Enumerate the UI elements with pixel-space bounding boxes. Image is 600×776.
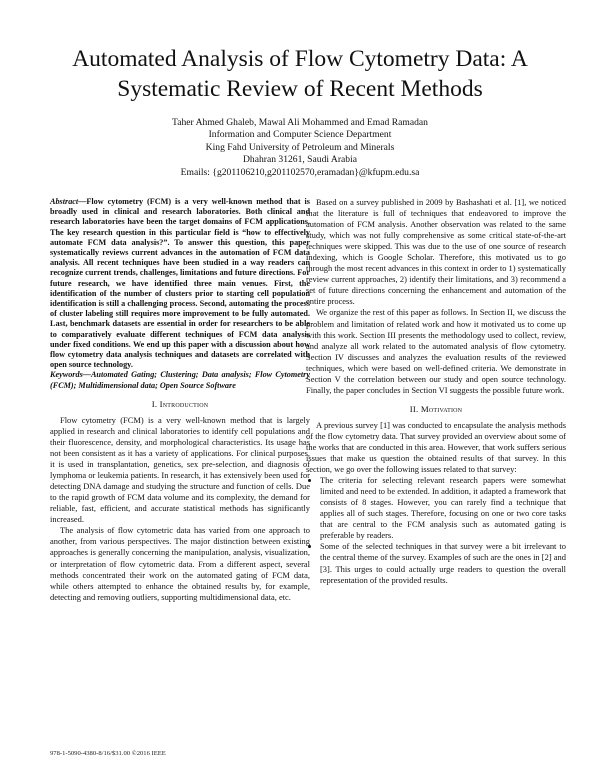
intro-paragraph-1: Flow cytometry (FCM) is a very well-known method that is largely applied in research and clinical laboratories to identify cell populations and their fluorescence, density, and morphological characteristics. Its usage has not been consistent as it has a variety of applications. For clinical purposes, it is used in transplantation, genetics, sex pre-selection, and diagnosis of lymphoma or leukemia patients. In research, it has extensively been used for detecting DNA damage and studying the structure and function of cells. Due to the rapid growth of FCM data volume and its complexity, the demand for reliable, fast, efficient, and accurate statistical methods has significantly increased.: [50, 414, 310, 525]
abstract: [50, 197, 310, 370]
affiliation-address: Dhahran 31261, Saudi Arabia: [242, 154, 358, 166]
author-block: [90, 117, 510, 179]
right-paragraph-2: We organize the rest of this paper as follows. In Section II, we discuss the problem and limitation of related work and how it motivated us to come up with this work. Section III presents the methodology used to collect, review, and analyze all work related to the automated analysis of flow cytometry. Section IV discusses and analyzes the evaluation results of the reviewed techniques, which were based on well-defined criteria. We demonstrate in Section V the correlation between our study and open source technology. Finally, the paper concludes in Section VI suggests the possible future work.: [306, 307, 566, 395]
affiliation-department: Information and Computer Science Department: [208, 129, 392, 141]
keywords: Keywords—Automated Gating; Clustering; Data analysis; Flow Cytometry (FCM); Multidimensional data; Open Source Software: [50, 370, 310, 390]
motivation-bullet-list: [306, 475, 566, 585]
left-column: [50, 197, 310, 603]
author-emails: Emails: {g201106210,g201102570,eramadan}@kfupm.edu.sa: [180, 166, 420, 178]
abstract-lead: Abstract: [50, 197, 79, 206]
right-column: [306, 197, 566, 586]
author-names: Taher Ahmed Ghaleb, Mawal Ali Mohammed and Emad Ramadan: [172, 117, 428, 128]
motivation-bullet-1: • The criteria for selecting relevant research papers were somewhat limited and need to be extended. In addition, it adapted a framework that consists of 8 stages. However, you can rarely find a technique that applies all of such stages. Therefore, focusing on one or two core tasks that are central to the FCM analysis such as automated gating is preferable by readers.: [320, 475, 566, 541]
section-heading-motivation: II. Motivation: [409, 403, 463, 414]
paper-title: [40, 44, 560, 104]
motivation-bullet-2: • Some of the selected techniques in that survey were a bit irrelevant to the central theme of the survey. Examples of such are the ones in [2] and [3]. This urges to could actually urge readers to question the overall representation of the provided results.: [320, 541, 566, 585]
copyright-footer: 978-1-5090-4380-8/16/$31.00 ©2016 IEEE: [50, 750, 166, 757]
right-paragraph-1: Based on a survey published in 2009 by Bashashati et al. [1], we noticed that the literature is full of techniques that endeavored to improve the automation of FCM analysis. Another observation was related to the same study, which was not fully comprehensive as some critical state-of-the-art techniques were skipped. This was due to the use of one source of research indexing, which is Google Scholar. Therefore, this motivated us to go through the most recent advances in this context in order to 1) systematically review current approaches, 2) identify their limitations, and 3) recommend a set of future directions concerning the enhancement and automation of the entire process.: [306, 197, 566, 307]
section-heading-introduction: I. Introduction: [151, 398, 209, 409]
affiliation-university: King Fahd University of Petroleum and Minerals: [205, 141, 395, 153]
title-line-2: Systematic Review of Recent Methods: [117, 76, 483, 102]
title-line-1: Automated Analysis of Flow Cytometry Data: A: [72, 46, 528, 72]
intro-paragraph-2: The analysis of flow cytometric data has varied from one approach to another, from various perspectives. The major distinction between existing approaches is generally concerning the manipulation, analysis, visualization, or interpretation of flow cytometric data. From a different aspect, several methods concentrated their work on the automated gating of FCM data, while others attempted to enhance the obtained results by, for example, detecting and removing outliers, supporting multidimensional data, etc.: [50, 525, 310, 602]
abstract-text: —Flow cytometry (FCM) is a very well-known method that is broadly used in clinical and research laboratories. Both clinical and research laboratories have been the target domains of FCM applications. The key research question in this particular field is “how to effectively automate FCM data analysis?”. To answer this question, this paper systematically reviews current advances in the automation of FCM data analysis. All recent techniques have been studied in a way readers can recognize current trends, challenges, limitations and future directions. For future research, we have identified three main venues. First, the identification of the number of clusters prior to starting cell population identification is still a challenging process. Second, automating the process of cluster labeling still requires more improvement to be fully automated. Last, benchmark datasets are essential in order for researchers to be able to comparatively evaluate different techniques of FCM data analysis under fixed conditions. We end up this paper with a discussion about how flow cytometry data analysis techniques and datasets are correlated with open source technology.: [50, 197, 310, 370]
motivation-paragraph: A previous survey [1] was conducted to encapsulate the analysis methods of the flow cytometry data. That survey provided an overview about some of the works that are conducted in this area. However, that work suffers serious issues that make us question the obtained results of that survey. In this section, we go over the following issues related to that survey:: [306, 419, 566, 475]
